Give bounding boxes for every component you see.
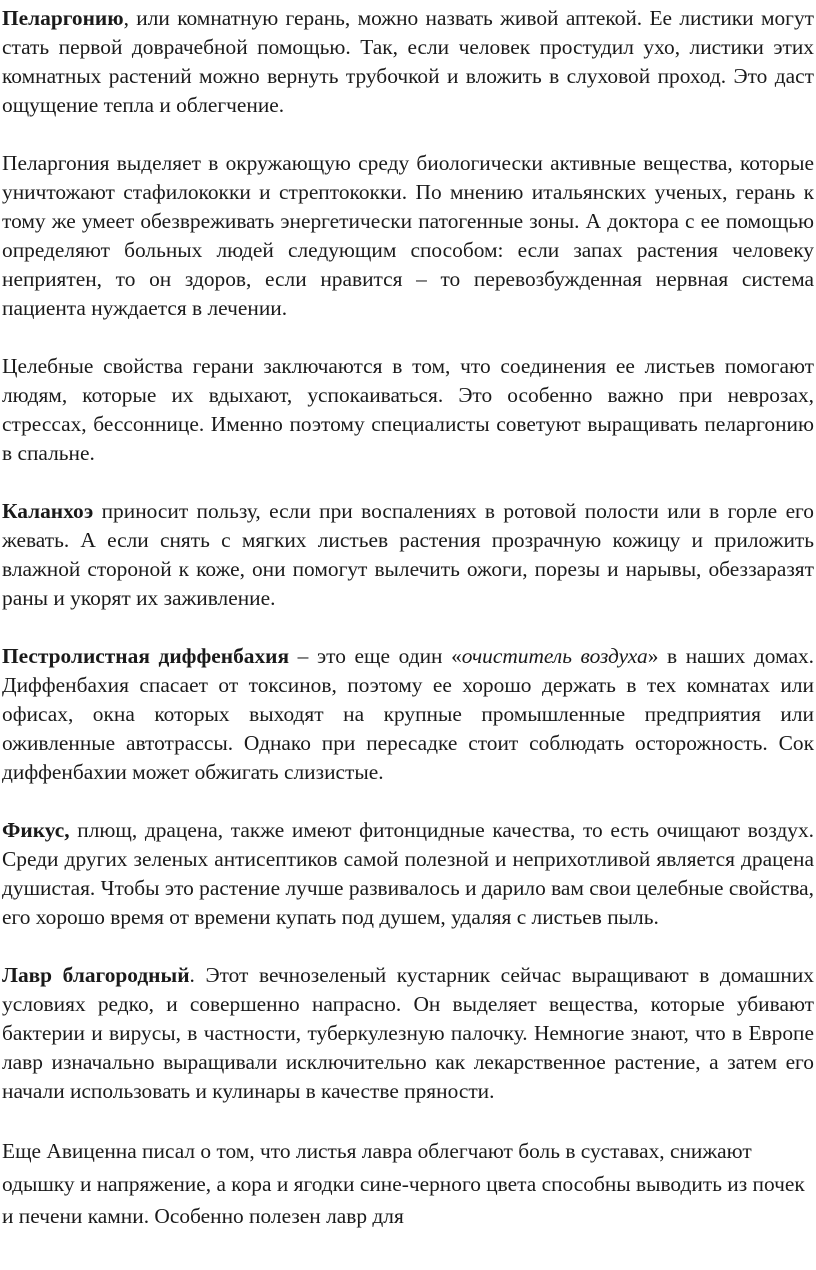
- paragraph-kalanchoe: [2, 497, 814, 613]
- term-pelargonium: Пеларгонию: [2, 6, 124, 30]
- paragraph-text: плющ, драцена, также имеют фитонцидные качества, то есть очищают воздух. Среди других зеленых антисептиков самой полезной и неприхотливой является драцена душистая. Чтобы это растение лучше развивалось и дарило вам свои целебные свойства, его хорошо время от времени купать под душем, удаляя с листьев пыль.: [2, 818, 814, 929]
- paragraph-laurel: [2, 961, 814, 1106]
- paragraph-text: Пеларгония выделяет в окружающую среду биологически активные вещества, которые уничтожают стафилококки и стрептококки. По мнению итальянских ученых, герань к тому же умеет обезвреживать энергетически патогенные зоны. А доктора с ее помощью определяют больных людей следующим способом: если запах растения человеку неприятен, то он здоров, если нравится – то перевозбужденная нервная система пациента нуждается в лечении.: [2, 151, 814, 320]
- paragraph-text: , или комнатную герань, можно назвать живой аптекой. Ее листики могут стать первой доврачебной помощью. Так, если человек простудил ухо, листики этих комнатных растений можно вернуть трубочкой и вложить в слуховой проход. Это даст ощущение тепла и облегчение.: [2, 6, 814, 117]
- paragraph-pelargonium: [2, 4, 814, 120]
- paragraph-text-before-italic: – это еще один «: [289, 644, 462, 668]
- paragraph-avicenna: [2, 1135, 814, 1233]
- term-dieffenbachia: Пестролистная диффенбахия: [2, 644, 290, 668]
- paragraph-text: . Этот вечнозеленый кустарник сейчас выращивают в домашних условиях редко, и совершенно напрасно. Он выделяет вещества, которые убивают бактерии и вирусы, в частности, туберкулезную палочку. Немногие знают, что в Европе лавр изначально выращивали исключительно как лекарственное растение, а затем его начали использовать и кулинары в качестве пряности.: [2, 963, 814, 1103]
- term-kalanchoe: Каланхоэ: [2, 499, 94, 523]
- paragraph-dieffenbachia: [2, 642, 814, 787]
- paragraph-ficus: [2, 816, 814, 932]
- term-laurel: Лавр благородный: [2, 963, 190, 987]
- italic-phrase: очиститель воздуха: [461, 644, 648, 668]
- term-ficus: Фикус,: [2, 818, 70, 842]
- paragraph-text: » в наших домах. Диффенбахия спасает от токсинов, поэтому ее хорошо держать в тех комнатах или офисах, окна которых выходят на крупные промышленные предприятия или оживленные автотрассы. Однако при пересадке стоит соблюдать осторожность. Сок диффенбахии может обжигать слизистые.: [2, 644, 815, 784]
- paragraph-pelargonium-substances: [2, 149, 814, 323]
- paragraph-text: приносит пользу, если при воспалениях в ротовой полости или в горле его жевать. А если снять с мягких листьев растения прозрачную кожицу и приложить влажной стороной к коже, они помогут вылечить ожоги, порезы и нарывы, обеззаразят раны и укорят их заживление.: [2, 499, 814, 610]
- paragraph-text: Целебные свойства герани заключаются в том, что соединения ее листьев помогают людям, которые их вдыхают, успокаиваться. Это особенно важно при неврозах, стрессах, бессоннице. Именно поэтому специалисты советуют выращивать пеларгонию в спальне.: [2, 354, 814, 465]
- paragraph-text: Еще Авиценна писал о том, что листья лавра облегчают боль в суставах, снижают одышку и напряжение, а кора и ягодки сине-черного цвета способны выводить из почек и печени камни. Особенно полезен лавр для: [2, 1139, 805, 1228]
- paragraph-geranium-properties: [2, 352, 814, 468]
